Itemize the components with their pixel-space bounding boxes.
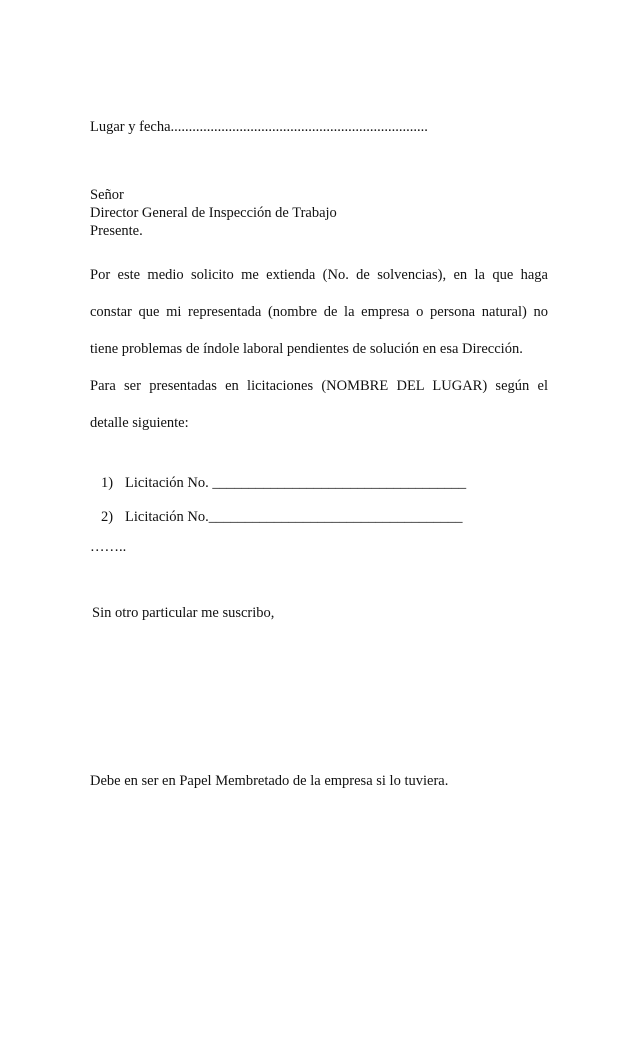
list-item-number: 1) xyxy=(101,475,114,491)
body-line-2: constar que mi representada (nombre de la empresa o persona natural) no xyxy=(90,304,548,320)
ellipsis-line: …….. xyxy=(90,539,127,555)
list-item-number: 2) xyxy=(101,509,114,525)
body-line-4: Para ser presentadas en licitaciones (NOMBRE DEL LUGAR) según el xyxy=(90,378,548,394)
list-item xyxy=(101,508,463,526)
list-item xyxy=(101,474,466,492)
body-line-5: detalle siguiente: xyxy=(90,415,189,431)
body-line-1: Por este medio solicito me extienda (No. de solvencias), en la que haga xyxy=(90,267,548,283)
addressee-salutation: Señor xyxy=(90,187,124,203)
list-item-text: Licitación No. ___________________________________ xyxy=(125,475,467,491)
letterhead-note: Debe en ser en Papel Membretado de la empresa si lo tuviera. xyxy=(90,773,449,789)
list-item-text: Licitación No.___________________________________ xyxy=(125,509,463,525)
place-date-line: Lugar y fecha....................................................................... xyxy=(90,119,428,135)
addressee-title: Director General de Inspección de Trabajo xyxy=(90,205,337,221)
closing-line: Sin otro particular me suscribo, xyxy=(92,605,275,621)
addressee-presente: Presente. xyxy=(90,223,143,239)
body-line-3: tiene problemas de índole laboral pendientes de solución en esa Dirección. xyxy=(90,341,523,357)
